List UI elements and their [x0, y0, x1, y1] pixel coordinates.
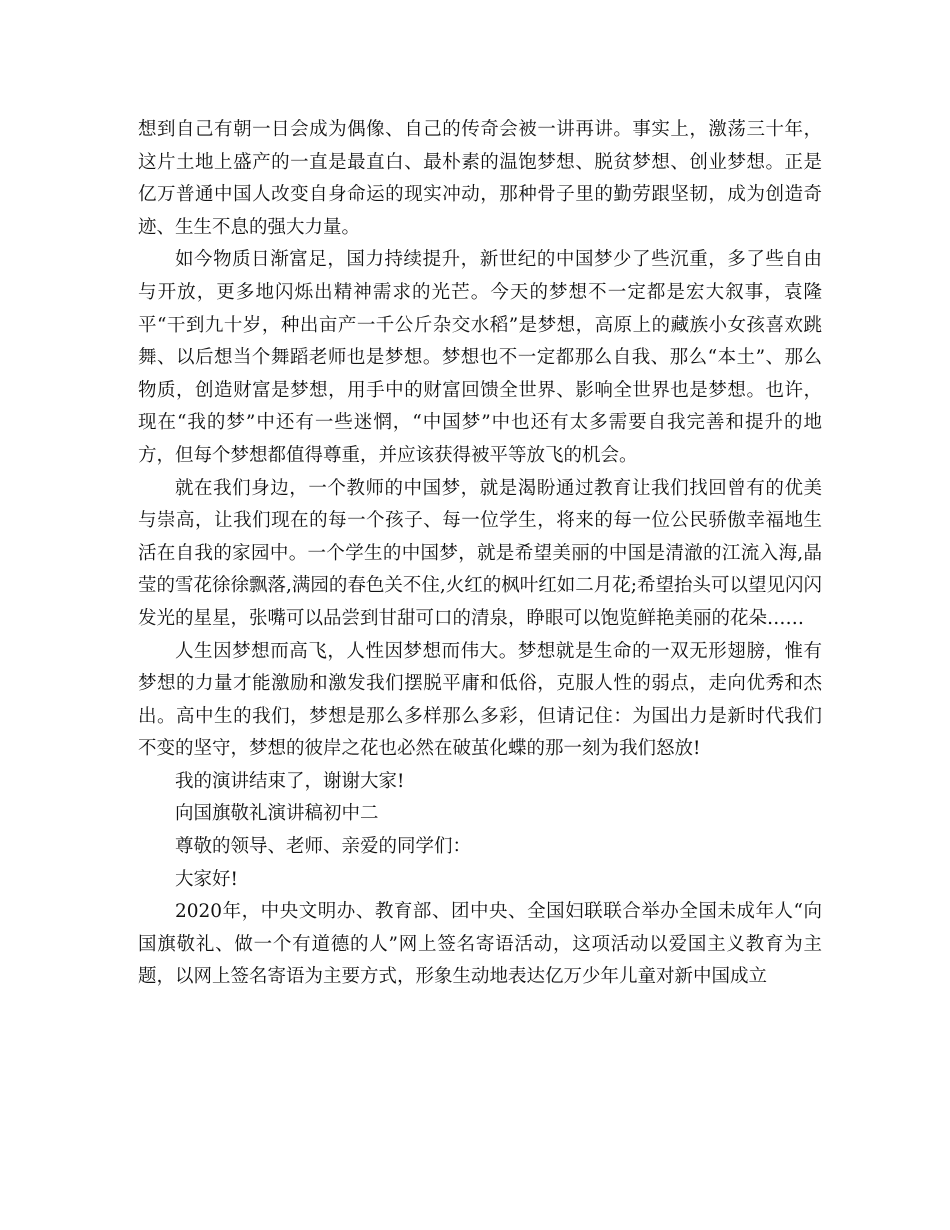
paragraph-2: 如今物质日渐富足，国力持续提升，新世纪的中国梦少了些沉重，多了些自由与开放，更多地闪烁出精神需求的光芒。今天的梦想不一定都是宏大叙事，袁隆平“干到九十岁，种出亩产一千公斤杂交水稻”是梦想，高原上的藏族小女孩喜欢跳舞、以后想当个舞蹈老师也是梦想。梦想也不一定都那么自我、那么“本土”、那么物质，创造财富是梦想，用手中的财富回馈全世界、影响全世界也是梦想。也许，现在“我的梦”中还有一些迷惘，“中国梦”中也还有太多需要自我完善和提升的地方，但每个梦想都值得尊重，并应该获得被平等放飞的机会。 — [138, 249, 822, 466]
greeting: 大家好! — [175, 868, 238, 890]
speech-title: 向国旗敬礼演讲稿初中二 — [175, 803, 379, 825]
paragraph-9: 2020年，中央文明办、教育部、团中央、全国妇联联合举办全国未成年人“向国旗敬礼、做一个有道德的人”网上签名寄语活动，这项活动以爱国主义教育为主题，以网上签名寄语为主要方式，形象生动地表达亿万少年儿童对新中国成立 — [138, 901, 822, 988]
salutation: 尊敬的领导、老师、亲爱的同学们： — [175, 836, 472, 858]
paragraph-4: 人生因梦想而高飞，人性因梦想而伟大。梦想就是生命的一双无形翅膀，惟有梦想的力量才能激励和激发我们摆脱平庸和低俗，克服人性的弱点，走向优秀和杰出。高中生的我们，梦想是那么多样那么多彩，但请记住：为国出力是新时代我们不变的坚守，梦想的彼岸之花也必然在破茧化蝶的那一刻为我们怒放! — [138, 640, 822, 760]
closing-line: 我的演讲结束了，谢谢大家! — [175, 770, 405, 792]
document-body — [138, 114, 822, 994]
paragraph-3: 就在我们身边，一个教师的中国梦，就是渴盼通过教育让我们找回曾有的优美与崇高，让我们现在的每一个孩子、每一位学生，将来的每一位公民骄傲幸福地生活在自我的家园中。一个学生的中国梦，就是希望美丽的中国是清澈的江流入海,晶莹的雪花徐徐飘落,满园的春色关不住,火红的枫叶红如二月花;希望抬头可以望见闪闪发光的星星，张嘴可以品尝到甘甜可口的清泉，睁眼可以饱览鲜艳美丽的花朵…… — [138, 477, 822, 629]
paragraph-1: 想到自己有朝一日会成为偶像、自己的传奇会被一讲再讲。事实上，激荡三十年，这片土地上盛产的一直是最直白、最朴素的温饱梦想、脱贫梦想、创业梦想。正是亿万普通中国人改变自身命运的现实冲动，那种骨子里的勤劳跟坚韧，成为创造奇迹、生生不息的强大力量。 — [138, 119, 822, 238]
